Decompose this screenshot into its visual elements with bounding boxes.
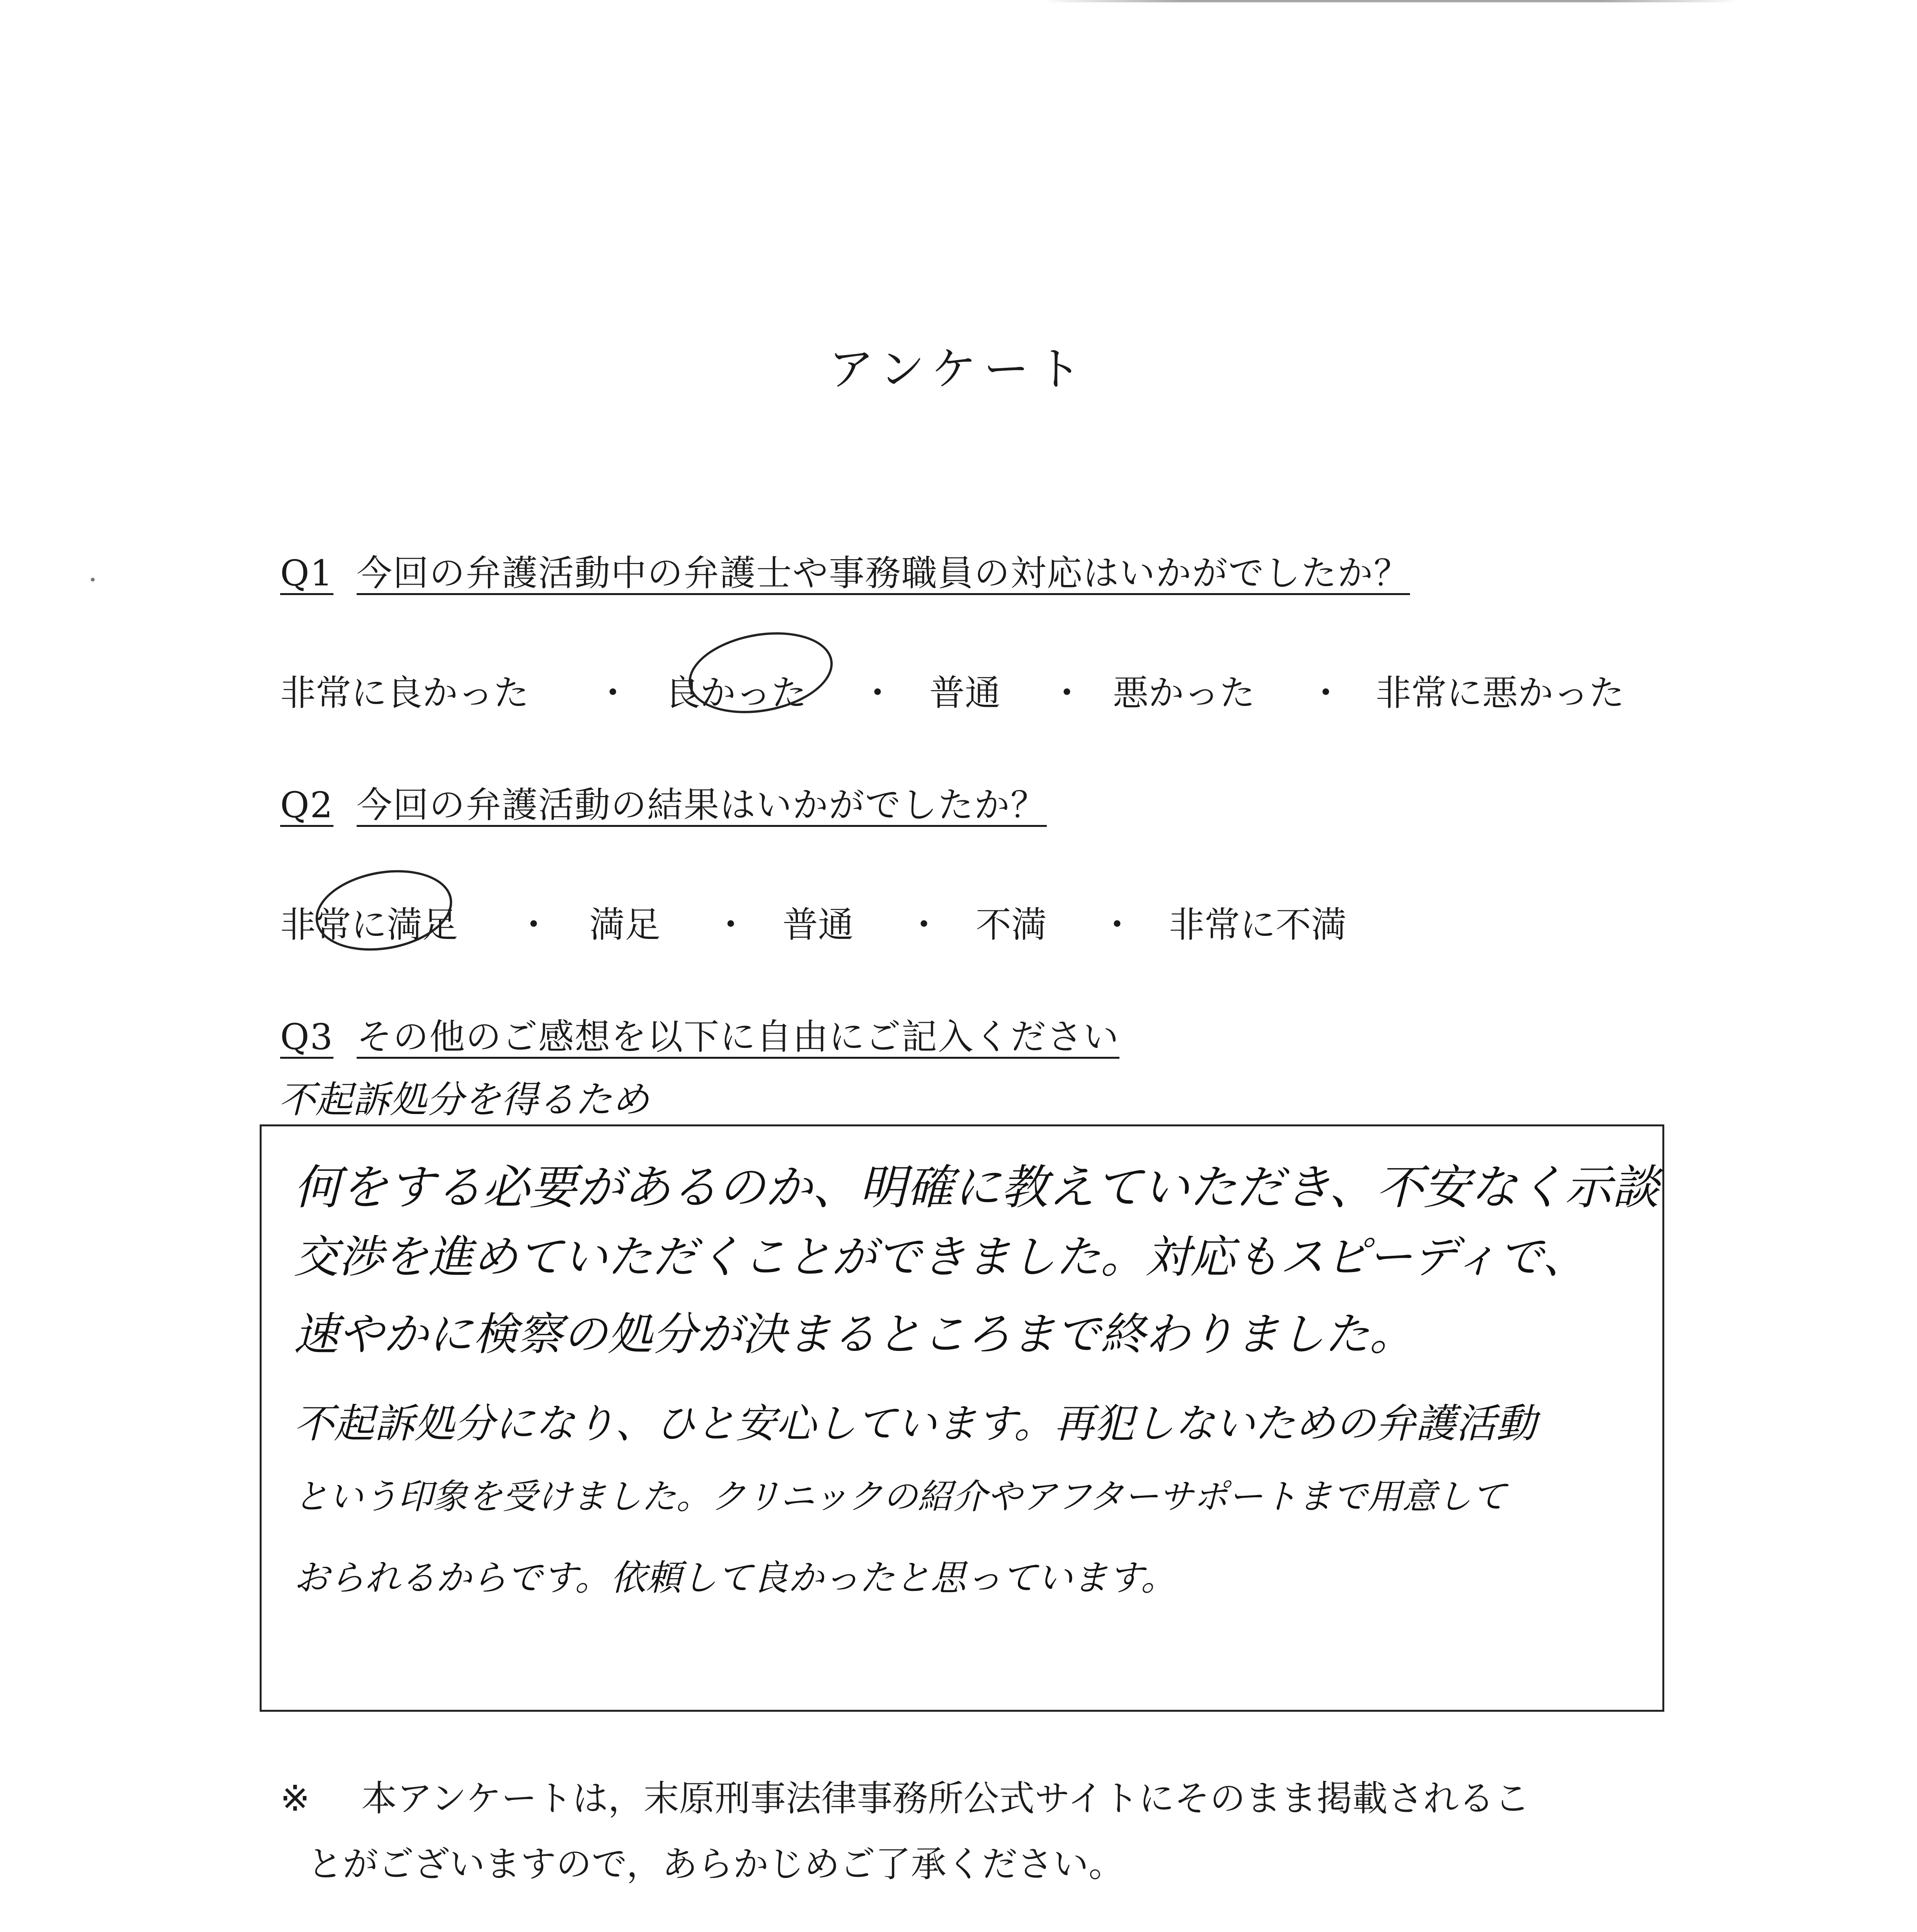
question-1-number: Q1 [280, 553, 333, 594]
q1-separator-1: ・ [595, 672, 631, 714]
scan-edge-shadow [1043, 0, 1739, 2]
q1-option-neutral[interactable]: 普通 [929, 672, 1001, 714]
publication-notice-line-2: とがございますので，あらかじめご了承ください。 [307, 1844, 1124, 1885]
question-1 [280, 545, 1410, 596]
handwritten-answer-line-2: 交渉を進めていただくことができました。対応もスピーディで、 [294, 1231, 1587, 1283]
handwritten-answer-line-4: 不起訴処分になり、ひと安心しています。再犯しないための弁護活動 [294, 1400, 1536, 1447]
question-3 [280, 1009, 1119, 1060]
q1-separator-2: ・ [860, 672, 896, 714]
q2-separator-2: ・ [713, 904, 749, 946]
question-2 [280, 777, 1047, 828]
q2-option-satisfied[interactable]: 満足 [589, 904, 661, 946]
survey-title: アンケート [828, 342, 1089, 396]
handwritten-answer-line-6: おられるからです。依頼して良かったと思っています。 [294, 1557, 1177, 1599]
question-3-number: Q3 [280, 1016, 333, 1058]
q1-separator-4: ・ [1308, 672, 1344, 714]
q1-separator-3: ・ [1049, 672, 1085, 714]
reference-mark: ※ [280, 1778, 310, 1819]
q2-separator-3: ・ [906, 904, 942, 946]
q2-option-neutral[interactable]: 普通 [782, 904, 854, 946]
handwritten-answer-prefix: 不起訴処分を得るため [278, 1078, 649, 1121]
question-2-text: 今回の弁護活動の結果はいかがでしたか？ [356, 784, 1047, 826]
q1-option-very-good[interactable]: 非常に良かった [280, 672, 529, 714]
q2-separator-1: ・ [516, 904, 552, 946]
q1-option-bad[interactable]: 悪かった [1113, 672, 1255, 714]
q2-option-very-dissatisfied[interactable]: 非常に不満 [1169, 904, 1347, 946]
publication-notice [280, 1766, 1656, 1897]
handwritten-answer-line-3: 速やかに検察の処分が決まるところまで終わりました。 [294, 1308, 1414, 1361]
q2-separator-4: ・ [1099, 904, 1135, 946]
q2-option-very-satisfied[interactable]: 非常に満足 [280, 904, 458, 946]
q1-option-good[interactable]: 良かった [665, 672, 807, 714]
handwritten-answer-line-1: 何をする必要があるのか、明確に教えていただき、不安なく示談 [294, 1160, 1659, 1215]
q1-option-very-bad[interactable]: 非常に悪かった [1376, 672, 1625, 714]
publication-notice-line-1: ※ 本アンケートは，末原刑事法律事務所公式サイトにそのまま掲載されるこ [280, 1766, 1656, 1832]
question-2-number: Q2 [280, 784, 333, 826]
question-1-text: 今回の弁護活動中の弁護士や事務職員の対応はいかがでしたか？ [356, 553, 1410, 594]
q2-option-dissatisfied[interactable]: 不満 [976, 904, 1047, 946]
scan-speck [91, 578, 95, 582]
handwritten-answer-line-5: という印象を受けました。クリニックの紹介やアフターサポートまで用意して [294, 1476, 1507, 1517]
question-3-text: その他のご感想を以下に自由にご記入ください [356, 1016, 1119, 1058]
